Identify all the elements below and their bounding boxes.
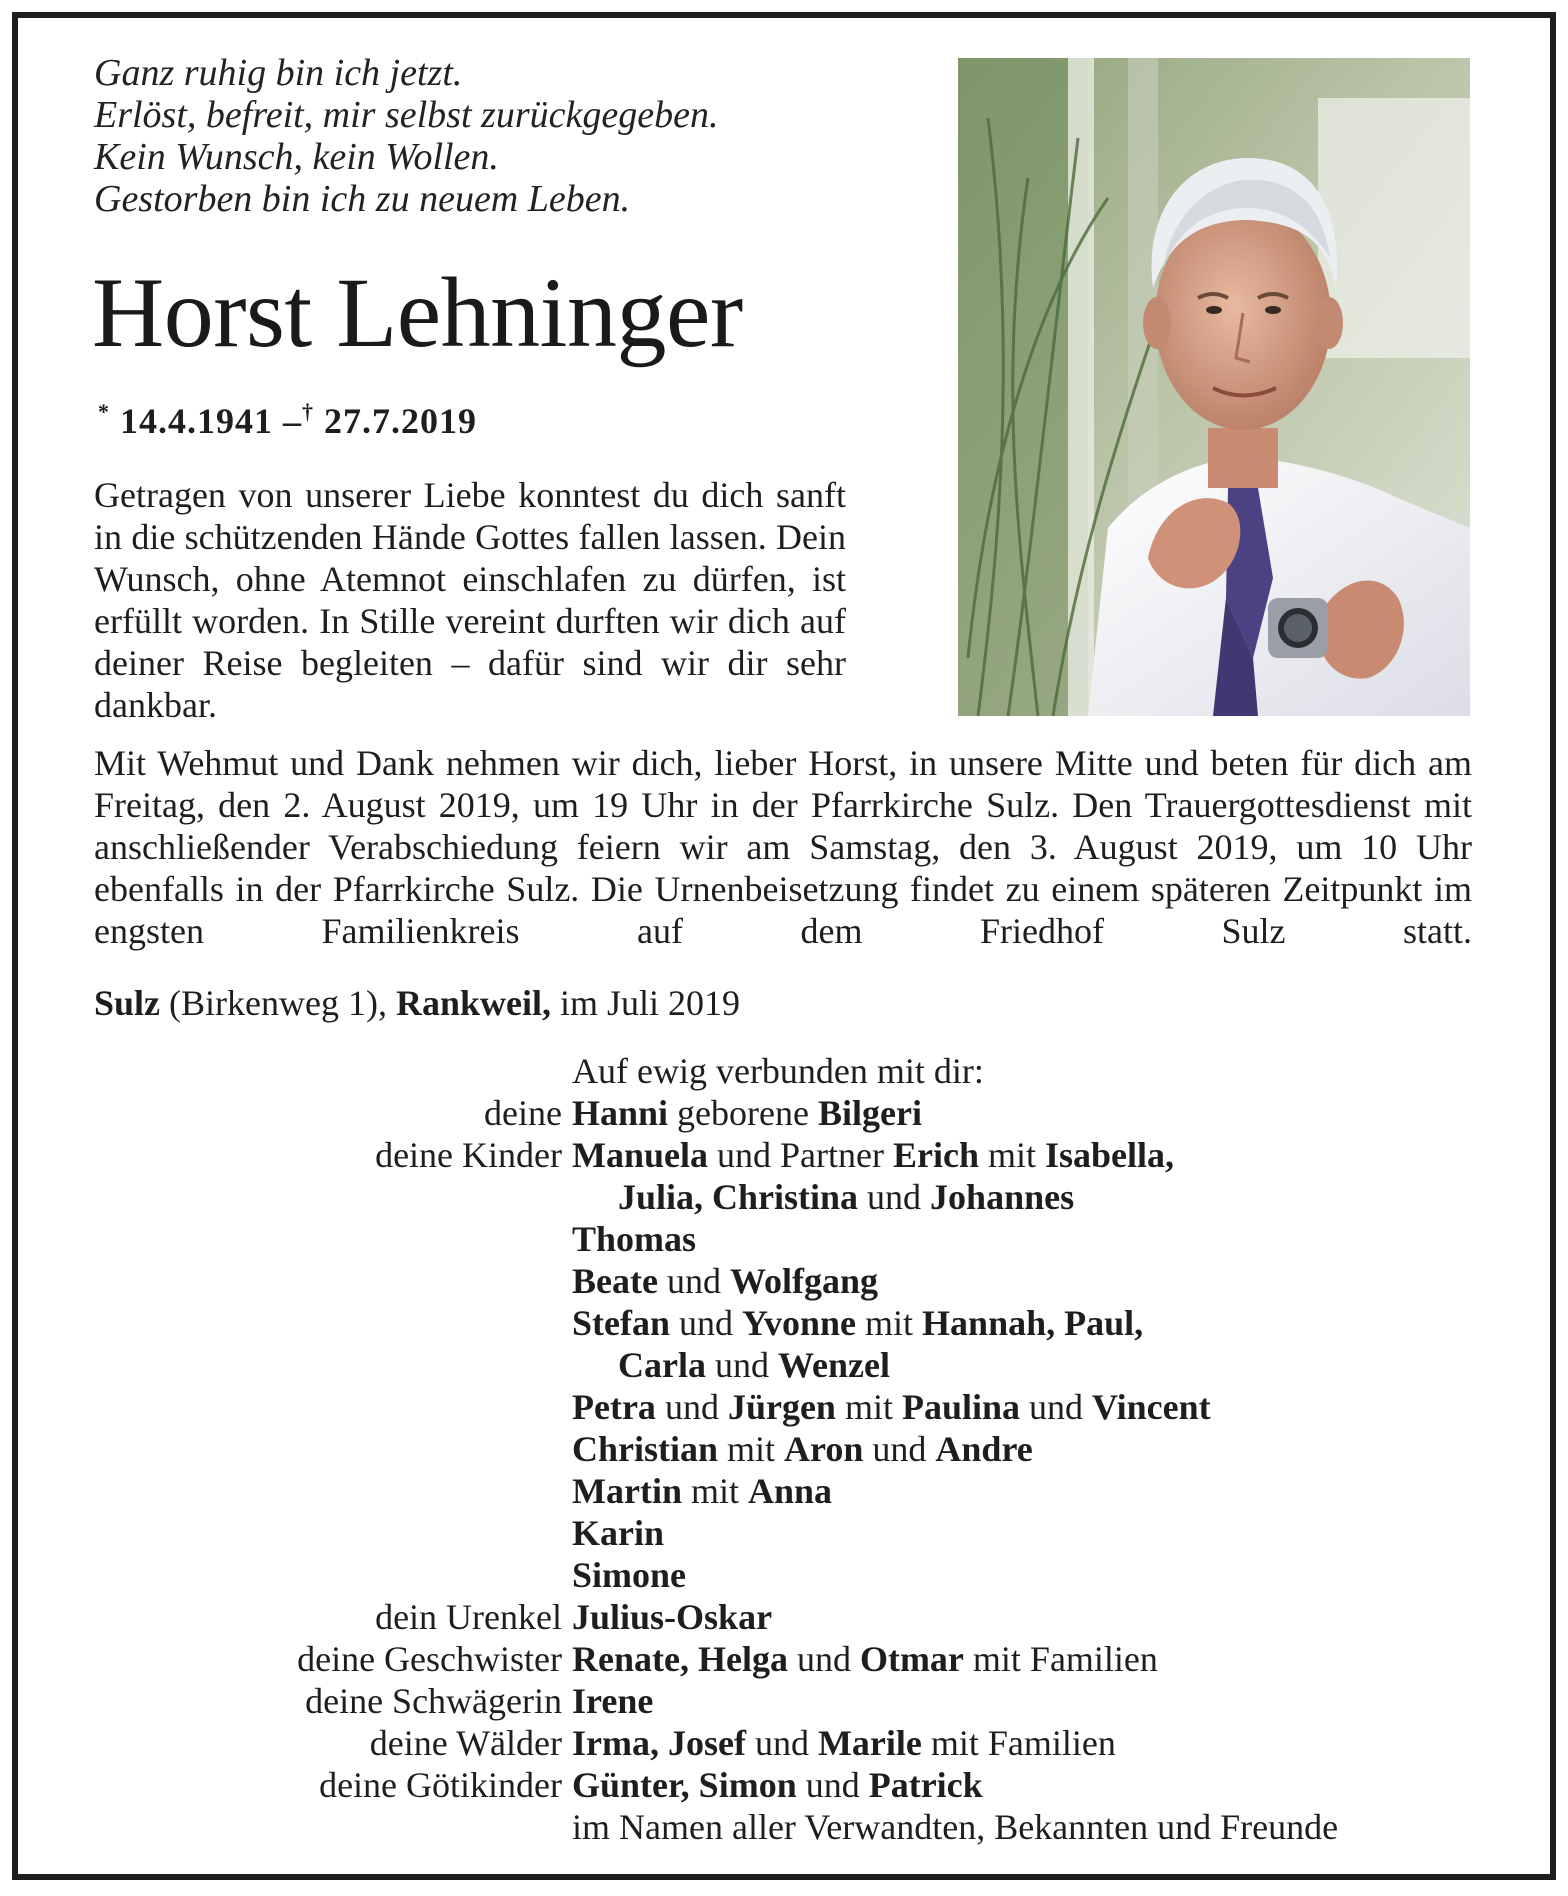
- mourner-connector: mit: [681, 1471, 748, 1511]
- mourner-connector: und: [705, 1345, 778, 1385]
- mourner-connector: und: [670, 1303, 742, 1343]
- poem-line: Kein Wunsch, kein Wollen.: [94, 136, 499, 178]
- mourner-name: Isabella,: [1045, 1135, 1175, 1175]
- mourner-connector: und: [858, 1177, 931, 1217]
- mourner-name: Irma, Josef: [572, 1723, 746, 1763]
- mourner-name: Bilgeri: [817, 1093, 922, 1133]
- mourner-name: Karin: [572, 1513, 665, 1553]
- mourner-connector: und: [655, 1387, 728, 1427]
- poem: [94, 52, 718, 220]
- mourner-name: Simone: [572, 1555, 687, 1595]
- mourner-name: Aron: [784, 1429, 864, 1469]
- mourner-row: [94, 1764, 1494, 1806]
- place-address: (Birkenweg 1),: [160, 983, 396, 1023]
- mourner-names: [572, 1092, 922, 1134]
- mourner-label: [94, 1176, 572, 1218]
- mourner-name: Manuela: [572, 1135, 709, 1175]
- mourner-name: Wenzel: [777, 1345, 890, 1385]
- mourner-connector: und Partner: [708, 1135, 893, 1175]
- mourner-row: [94, 1680, 1494, 1722]
- mourner-label: [94, 1050, 572, 1092]
- mourner-name: Thomas: [572, 1219, 697, 1259]
- mourner-names: [572, 1638, 1158, 1680]
- mourner-names: [572, 1470, 832, 1512]
- mourner-name: Irene: [572, 1681, 654, 1721]
- date-dash: –: [283, 401, 302, 441]
- mourner-name: Andre: [935, 1429, 1033, 1469]
- mourner-row: [94, 1428, 1494, 1470]
- mourner-row: [94, 1638, 1494, 1680]
- mourner-names: [572, 1260, 878, 1302]
- mourner-label: [94, 1344, 572, 1386]
- mourner-name: Julius-Oskar: [572, 1597, 773, 1637]
- mourner-row: [94, 1344, 1494, 1386]
- mourner-row: [94, 1512, 1494, 1554]
- mourner-row: [94, 1302, 1494, 1344]
- mourner-name: Johannes: [930, 1177, 1075, 1217]
- mourner-connector: mit: [835, 1387, 902, 1427]
- mourner-connector: mit: [856, 1303, 923, 1343]
- mourner-name: Beate: [572, 1261, 658, 1301]
- mourner-connector: im Namen aller Verwandten, Bekannten und Freunde: [572, 1807, 1339, 1847]
- mourner-connector: geborene: [668, 1093, 818, 1133]
- mourner-name: Petra: [572, 1387, 656, 1427]
- mourner-label: [94, 1470, 572, 1512]
- mourner-connector: mit: [978, 1135, 1045, 1175]
- mourner-name: Marile: [817, 1723, 922, 1763]
- place-line: [94, 982, 740, 1024]
- mourner-name: Günter, Simon: [572, 1765, 797, 1805]
- mourners-heading: Auf ewig verbunden mit dir:: [572, 1051, 984, 1091]
- mourner-name: Christian: [572, 1429, 719, 1469]
- poem-line: Ganz ruhig bin ich jetzt.: [94, 52, 463, 94]
- place-town-rankweil: Rankweil,: [395, 983, 551, 1023]
- mourner-connector: und: [863, 1429, 936, 1469]
- mourner-connector: und: [657, 1261, 730, 1301]
- service-paragraph: Mit Wehmut und Dank nehmen wir dich, lieber Horst, in unsere Mitte und beten für dich am Freitag, den 2. August 2019, um 19 Uhr in der Pfarrkirche Sulz. Den Trauergottesdienst mit anschließender Verabschiedung feiern wir am Samstag, den 3. August 2019, um 10 Uhr ebenfalls in der Pfarrkirche Sulz. Die Urnenbeisetzung findet zu einem späteren Zeitpunkt im engsten Familienkreis auf dem Friedhof Sulz statt.: [94, 743, 1472, 951]
- life-dates: [98, 392, 477, 441]
- mourner-name: Hannah, Paul,: [922, 1303, 1144, 1343]
- mourner-name: Wolfgang: [729, 1261, 878, 1301]
- mourner-name: Stefan: [572, 1303, 670, 1343]
- mourner-label: [94, 1428, 572, 1470]
- mourner-name: Anna: [747, 1471, 833, 1511]
- mourner-connector: und: [787, 1639, 860, 1679]
- mourner-label: [94, 1554, 572, 1596]
- mourner-name: Jürgen: [727, 1387, 836, 1427]
- mourner-names: [572, 1176, 1074, 1218]
- mourner-connector: mit Familien: [921, 1723, 1116, 1763]
- mourner-row: [94, 1134, 1494, 1176]
- mourner-row: [94, 1092, 1494, 1134]
- mourner-label: [94, 1806, 572, 1848]
- mourner-row: [94, 1806, 1494, 1848]
- mourner-names: [572, 1722, 1116, 1764]
- mourner-row: [94, 1260, 1494, 1302]
- mourner-row: [94, 1470, 1494, 1512]
- portrait-photo: [958, 58, 1470, 716]
- mourner-rows: [94, 1092, 1494, 1848]
- mourner-name: Julia, Christina: [618, 1177, 859, 1217]
- mourner-name: Paulina: [901, 1387, 1020, 1427]
- death-mark: †: [302, 399, 314, 424]
- mourner-row: [94, 1218, 1494, 1260]
- mourner-names: [572, 1764, 983, 1806]
- mourner-connector: mit Familien: [963, 1639, 1158, 1679]
- mourner-names: [572, 1386, 1211, 1428]
- mourner-name: Carla: [618, 1345, 706, 1385]
- mourner-label: dein Urenkel: [375, 1597, 562, 1637]
- mourner-row: [94, 1176, 1494, 1218]
- intro-paragraph: Getragen von unserer Liebe konntest du dich sanft in die schützenden Hände Gottes fallen lassen. Dein Wunsch, ohne Atemnot einschlafen zu dürfen, ist erfüllt worden. In Stille vereint durften wir dich auf deiner Reise begleiten – dafür sind wir dir sehr dankbar.: [94, 475, 846, 725]
- mourner-row: [94, 1722, 1494, 1764]
- mourner-names: [572, 1554, 686, 1596]
- mourner-names: [572, 1680, 653, 1722]
- mourner-label: deine: [484, 1093, 562, 1133]
- mourner-names: [572, 1218, 696, 1260]
- mourner-name: Hanni: [572, 1093, 669, 1133]
- mourner-name: Patrick: [868, 1765, 983, 1805]
- mourner-label: deine Schwägerin: [305, 1681, 562, 1721]
- mourners-heading-row: [94, 1050, 1494, 1092]
- birth-mark: *: [98, 399, 110, 424]
- mourner-connector: und: [796, 1765, 869, 1805]
- mourner-names: [572, 1134, 1174, 1176]
- mourners-list: [94, 1050, 1494, 1848]
- mourner-names: [572, 1302, 1143, 1344]
- mourner-name: Yvonne: [742, 1303, 857, 1343]
- poem-line: Gestorben bin ich zu neuem Leben.: [94, 178, 631, 220]
- mourner-label: [94, 1260, 572, 1302]
- mourner-names: [572, 1596, 772, 1638]
- mourner-row: [94, 1386, 1494, 1428]
- mourner-label: [94, 1302, 572, 1344]
- mourner-name: Martin: [572, 1471, 682, 1511]
- mourner-row: [94, 1596, 1494, 1638]
- deceased-name: Horst Lehninger: [92, 257, 743, 368]
- mourner-names: [572, 1806, 1338, 1848]
- mourner-connector: und: [745, 1723, 818, 1763]
- death-date: 27.7.2019: [324, 401, 477, 441]
- mourner-names: [572, 1344, 890, 1386]
- mourner-name: Erich: [892, 1135, 979, 1175]
- mourner-label: [94, 1218, 572, 1260]
- mourner-names: [572, 1428, 1033, 1470]
- poem-line: Erlöst, befreit, mir selbst zurückgegeben.: [94, 94, 719, 136]
- mourner-name: Renate, Helga: [572, 1639, 788, 1679]
- mourner-label: deine Kinder: [375, 1135, 562, 1175]
- mourner-label: [94, 1386, 572, 1428]
- mourner-names: [572, 1512, 664, 1554]
- place-town-sulz: Sulz: [94, 983, 161, 1023]
- mourner-connector: und: [1020, 1387, 1092, 1427]
- mourner-connector: mit: [718, 1429, 785, 1469]
- birth-date: 14.4.1941: [120, 401, 273, 441]
- mourner-name: Vincent: [1092, 1387, 1211, 1427]
- place-date: im Juli 2019: [551, 983, 741, 1023]
- mourner-label: deine Götikinder: [319, 1765, 562, 1805]
- mourner-label: deine Geschwister: [297, 1639, 562, 1679]
- mourner-label: [94, 1512, 572, 1554]
- mourner-row: [94, 1554, 1494, 1596]
- mourner-name: Otmar: [859, 1639, 964, 1679]
- mourner-label: deine Wälder: [369, 1723, 562, 1763]
